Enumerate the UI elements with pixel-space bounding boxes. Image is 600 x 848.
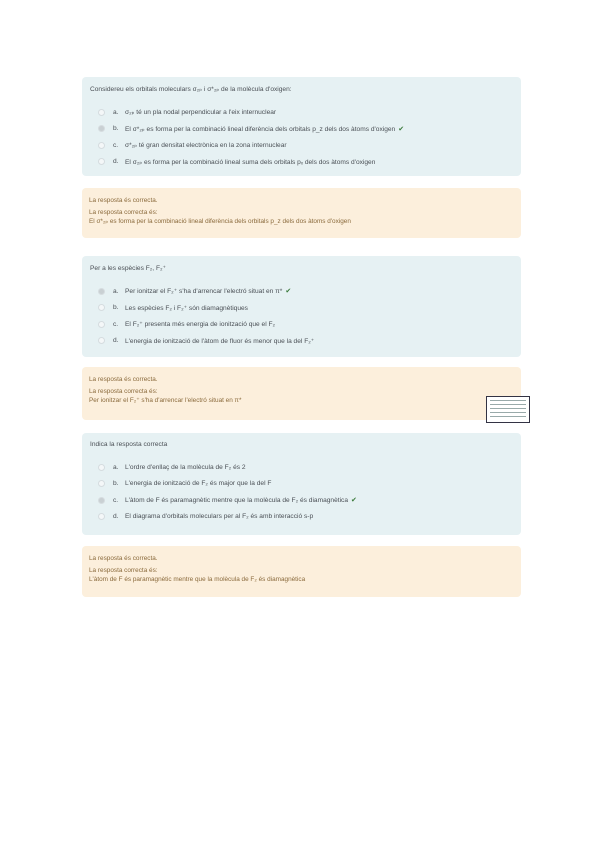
check-icon: ✔ [398,125,405,133]
answer-option[interactable] [98,139,513,151]
radio-button[interactable] [98,288,105,295]
radio-button[interactable] [98,513,105,520]
option-text: σ*₂ₚ té gran densitat electrònica en la zona internuclear [125,142,287,149]
radio-button[interactable] [98,125,105,132]
question-text: Considereu els orbitals moleculars σ₂ₚ i σ*₂ₚ de la molècula d'oxigen: [90,86,292,93]
option-text: L'energia de ionització de l'àtom de fluor és menor que la del F₂⁺ [125,337,315,345]
option-letter: b. [113,125,119,132]
option-text: El σ*₂ₚ es forma per la combinació lineal diferència dels orbitals p_z dels dos àtoms d'oxigen [125,125,396,133]
correct-answer: El σ*₂ₚ es forma per la combinació lineal diferència dels orbitals p_z dels dos àtoms d'oxigen [89,218,351,225]
option-text: Les espècies F₂ i F₂⁺ són diamagnètiques [125,304,248,312]
answer-option[interactable] [98,156,513,168]
radio-button[interactable] [98,480,105,487]
feedback-box [82,367,521,420]
radio-button[interactable] [98,337,105,344]
option-text: L'àtom de F és paramagnètic mentre que la molècula de F₂ és diamagnètica [125,496,348,504]
option-letter: d. [113,158,119,165]
option-letter: a. [113,463,119,471]
option-letter: c. [113,320,119,328]
feedback-status: La resposta és correcta. [89,197,158,204]
answer-option[interactable] [98,285,513,297]
option-text: L'energia de ionització de F₂ és major que la del F [125,480,272,487]
check-icon: ✔ [351,497,357,504]
option-text: L'ordre d'enllaç de la molècula de F₂ és 2 [125,463,246,471]
answer-option[interactable] [98,302,513,314]
feedback-status: La resposta és correcta. [89,376,158,383]
question-text: Per a les espècies F₂, F₂⁺ [90,265,167,272]
option-text: σ₂ₚ té un pla nodal perpendicular a l'eix internuclear [125,109,277,116]
answer-option[interactable] [98,511,513,523]
option-letter: a. [113,108,119,116]
check-icon: ✔ [285,288,292,295]
answer-option[interactable] [98,106,513,118]
question-3 [82,433,521,535]
radio-button[interactable] [98,321,105,328]
answer-option[interactable] [98,478,513,490]
radio-button[interactable] [98,464,105,471]
correct-answer: L'àtom de F és paramagnètic mentre que la molècula de F₂ és diamagnètica [89,576,306,583]
option-text: Per ionitzar el F₂⁺ s'ha d'arrencar l'electró situat en π* [125,288,283,295]
answer-option[interactable] [98,335,513,347]
option-text: El σ₂ₚ es forma per la combinació lineal suma dels orbitals pₓ dels dos àtoms d'oxigen [125,158,376,166]
answer-option[interactable] [98,123,513,135]
option-letter: d. [113,513,119,520]
option-text: El F₂⁺ presenta més energia de ionització que el F₂ [125,321,276,328]
option-text: El diagrama d'orbitals moleculars per al F₂ és amb interacció s-p [125,513,314,520]
option-letter: b. [113,480,119,487]
question-2 [82,256,521,357]
radio-button[interactable] [98,158,105,165]
answer-option[interactable] [98,461,513,473]
radio-button[interactable] [98,304,105,311]
question-text: Indica la resposta correcta [90,441,168,448]
option-letter: a. [113,287,119,295]
feedback-status: La resposta és correcta. [89,555,158,562]
page-thumbnail[interactable] [486,396,530,423]
correct-answer: Per ionitzar el F₂⁺ s'ha d'arrencar l'electró situat en π* [89,397,242,404]
option-letter: c. [113,496,119,504]
option-letter: d. [113,337,119,344]
feedback-label: La resposta correcta és: [89,567,158,574]
feedback-label: La resposta correcta és: [89,209,158,216]
radio-button[interactable] [98,109,105,116]
feedback-label: La resposta correcta és: [89,388,158,395]
option-letter: b. [113,304,119,311]
answer-option[interactable] [98,494,513,506]
radio-button[interactable] [98,142,105,149]
radio-button[interactable] [98,497,105,504]
answer-option[interactable] [98,318,513,330]
feedback-box [82,546,521,597]
question-1 [82,77,521,176]
option-letter: c. [113,141,119,149]
feedback-box [82,188,521,238]
